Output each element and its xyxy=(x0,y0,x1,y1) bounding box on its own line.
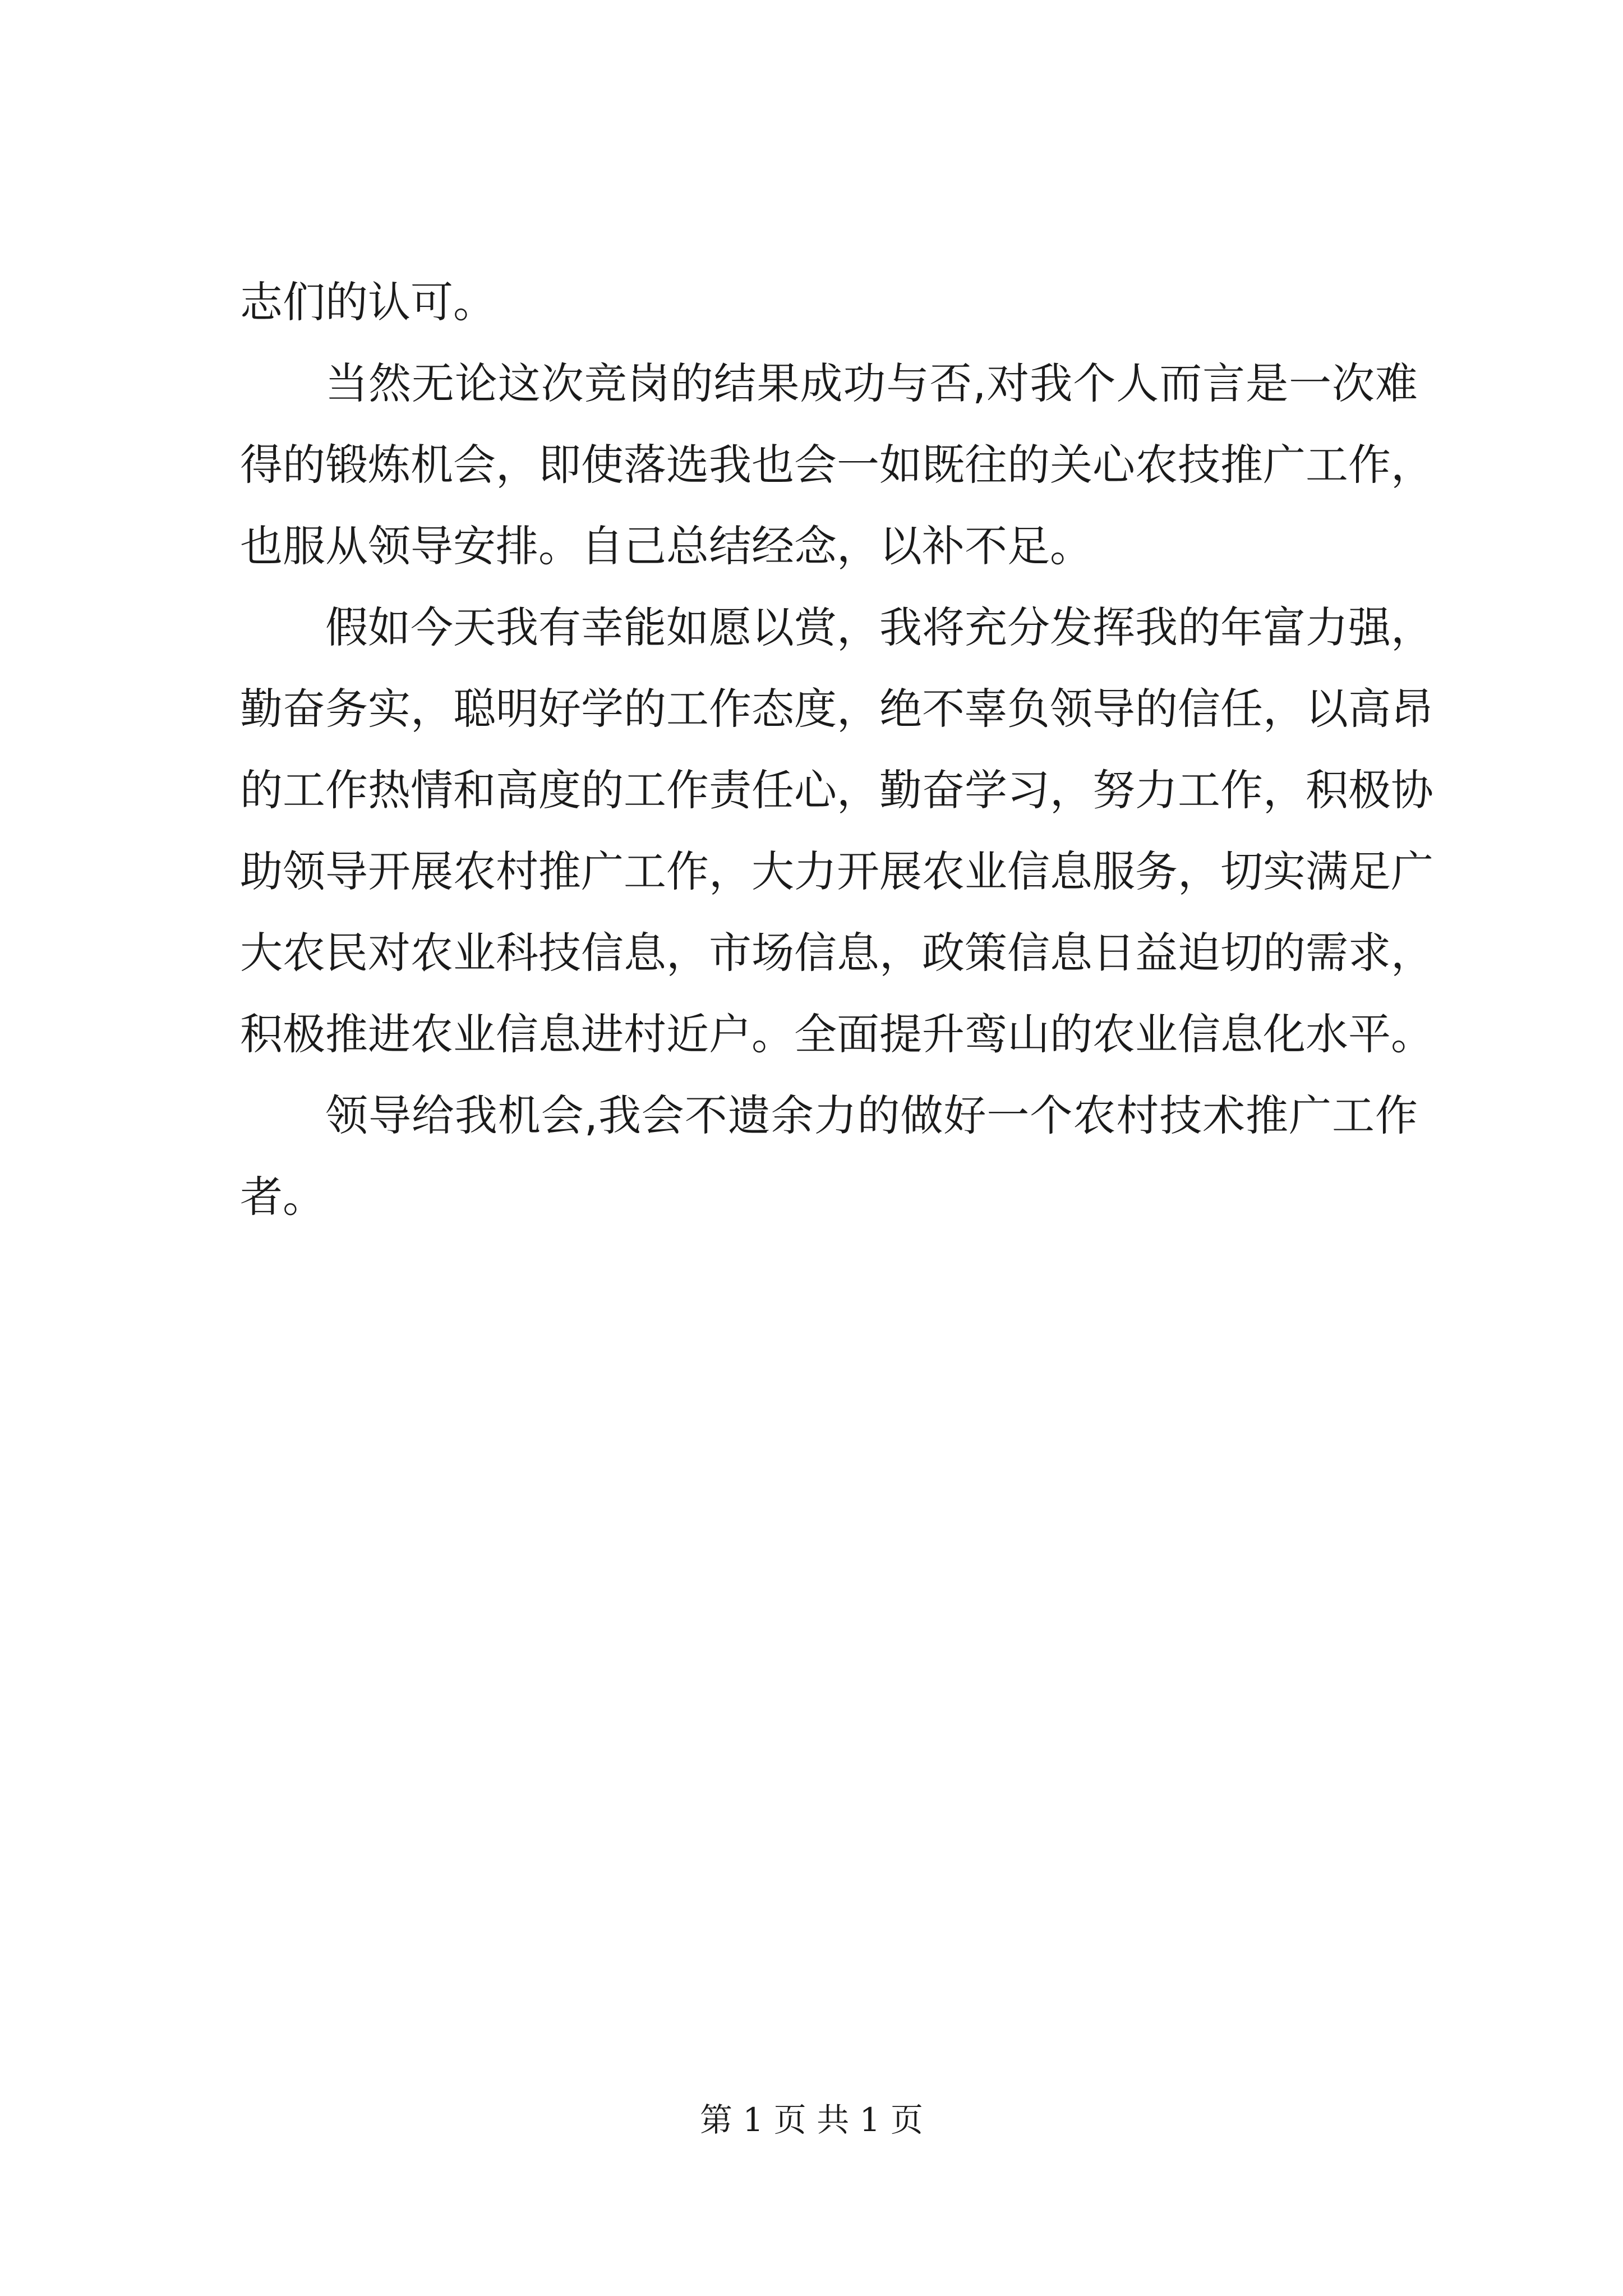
paragraph-line: 的工作热情和高度的工作责任心，勤奋学习，努力工作，积极协 xyxy=(240,765,1433,815)
paragraph-line: 大农民对农业科技信息，市场信息，政策信息日益迫切的需求， xyxy=(240,928,1433,978)
paragraph-line: 助领导开展农村推广工作，大力开展农业信息服务，切实满足广 xyxy=(240,846,1433,896)
paragraph-line: 勤奋务实，聪明好学的工作态度，绝不辜负领导的信任，以高昂 xyxy=(240,684,1433,734)
paragraph-line: 假如今天我有幸能如愿以赏，我将充分发挥我的年富力强， xyxy=(325,602,1433,652)
paragraph-1 xyxy=(240,261,1418,343)
paragraph-line: 得的锻炼机会，即使落选我也会一如既往的关心农技推广工作， xyxy=(240,440,1433,490)
paragraph-2 xyxy=(240,343,1433,587)
paragraph-line: 领导给我机会,我会不遗余力的做好一个农村技术推广工作 xyxy=(325,1091,1418,1140)
document-body xyxy=(240,261,1433,1237)
paragraph-line: 也服从领导安排。自己总结经念，以补不足。 xyxy=(240,521,1092,571)
paragraph-line: 积极推进农业信息进村近户。全面提升鸾山的农业信息化水平。 xyxy=(240,1009,1433,1059)
paragraph-3 xyxy=(240,587,1433,1075)
paragraph-line: 者。 xyxy=(240,1172,325,1222)
page-number-footer: 第 1 页 共 1 页 xyxy=(700,2101,923,2139)
paragraph-line: 志们的认可。 xyxy=(240,277,496,327)
paragraph-4 xyxy=(240,1075,1418,1237)
paragraph-line: 当然无论这次竞岗的结果成功与否,对我个人而言是一次难 xyxy=(325,358,1418,408)
